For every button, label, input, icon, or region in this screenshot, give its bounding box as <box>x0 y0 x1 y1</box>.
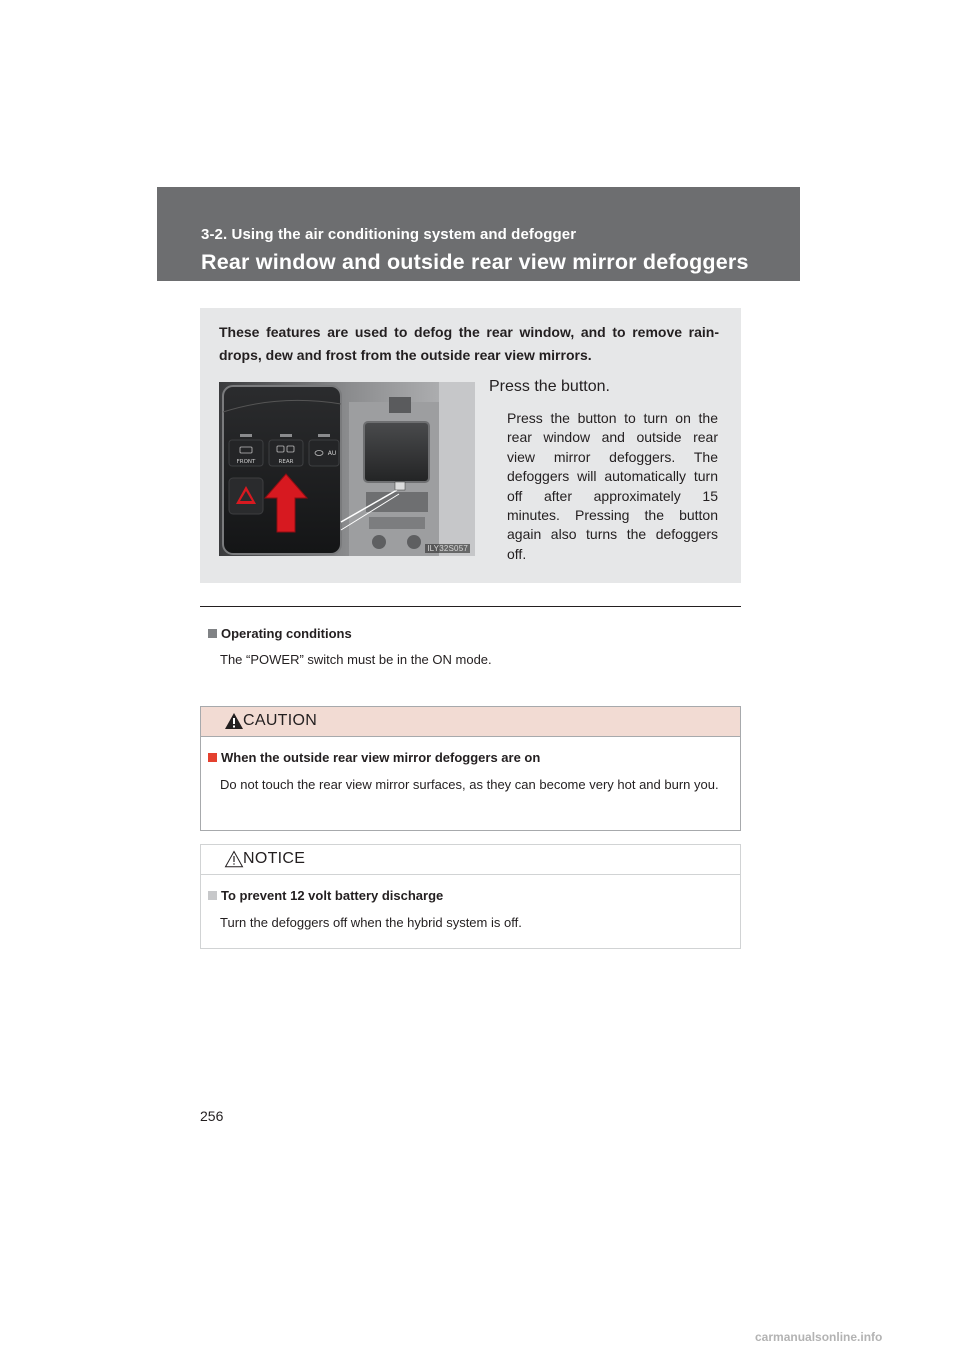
notice-header <box>201 845 740 875</box>
caution-box <box>200 706 741 831</box>
watermark: carmanualsonline.info <box>755 1330 883 1344</box>
notice-triangle-icon <box>224 850 244 868</box>
caution-label: CAUTION <box>243 712 318 729</box>
caution-body: Do not touch the rear view mirror surfaces, as they can become very hot and burn you. <box>220 777 719 792</box>
section-title: 3-2. Using the air conditioning system and defogger <box>201 226 577 243</box>
front-button-label: FRONT <box>236 459 256 465</box>
operating-conditions-body: The “POWER” switch must be in the ON mode. <box>220 652 492 667</box>
illustration-code: ILY32S057 <box>427 544 468 553</box>
instruction-description: Press the button to turn on the rear window and outside rear view mirror defoggers. The defoggers will automatically turn off after approximately 15 minutes. Pressing the button again also turns the defoggers off. <box>507 410 718 562</box>
auto-button-label: AU <box>327 450 337 457</box>
section-divider <box>200 606 741 607</box>
page-number: 256 <box>200 1108 224 1124</box>
caution-subheading-text: When the outside rear view mirror defoggers are on <box>221 750 541 765</box>
intro-panel <box>200 308 741 583</box>
notice-subheading-text: To prevent 12 volt battery discharge <box>221 888 444 903</box>
notice-box <box>200 844 741 949</box>
notice-body: Turn the defoggers off when the hybrid system is off. <box>220 915 522 930</box>
warning-triangle-icon <box>224 712 244 730</box>
square-bullet-icon <box>208 753 217 762</box>
chapter-header <box>157 187 800 281</box>
page-title: Rear window and outside rear view mirror defoggers <box>201 250 749 274</box>
caution-header <box>201 707 740 737</box>
square-bullet-icon <box>208 891 217 900</box>
notice-label: NOTICE <box>243 850 306 867</box>
dashboard-photo <box>219 382 475 556</box>
square-bullet-icon <box>208 629 217 638</box>
rear-button-label: REAR <box>278 459 294 465</box>
intro-text: These features are used to defog the rear window, and to remove rain-drops, dew and frost from the outside rear view mirrors. <box>219 324 719 363</box>
operating-heading-text: Operating conditions <box>221 626 352 641</box>
defogger-button-illustration <box>219 382 475 556</box>
notice-subheading <box>208 888 443 903</box>
instruction-title: Press the button. <box>489 378 610 395</box>
caution-subheading <box>208 750 540 765</box>
operating-conditions-heading <box>208 626 352 641</box>
